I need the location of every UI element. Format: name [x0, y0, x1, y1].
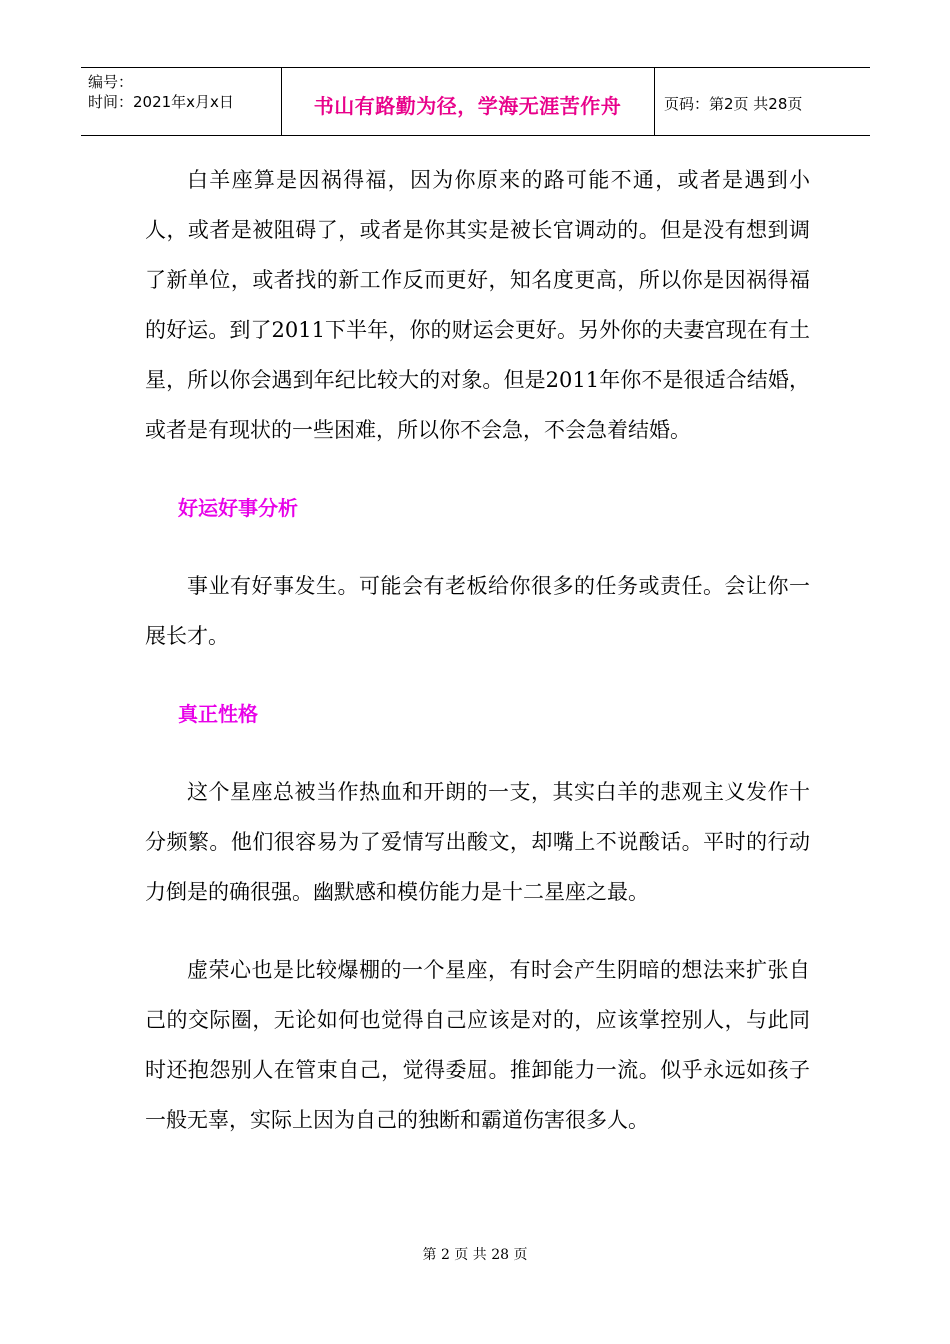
- spacer: [145, 533, 810, 561]
- page-header: [81, 67, 870, 136]
- header-divider-right: [654, 68, 655, 135]
- header-meta: [88, 72, 234, 112]
- section-heading-true-character: 真正性格: [178, 702, 258, 726]
- header-page-info: 页码：第2页 共28页: [664, 95, 803, 113]
- spacer: [145, 739, 810, 767]
- spacer: [145, 455, 810, 483]
- page-footer: 第 2 页 共 28 页: [422, 1247, 528, 1263]
- paragraph: 白羊座算是因祸得福，因为你原来的路可能不通，或者是遇到小人，或者是被阻碍了，或者是你其实是被长官调动的。但是没有想到调了新单位，或者找的新工作反而更好，知名度更高，所以你是因祸得福的好运。到了2011下半年，你的财运会更好。另外你的夫妻宫现在有土星，所以你会遇到年纪比较大的对象。但是2011年你不是很适合结婚，或者是有现状的一些困难，所以你不会急，不会急着结婚。: [145, 168, 810, 442]
- paragraph: 这个星座总被当作热血和开朗的一支，其实白羊的悲观主义发作十分频繁。他们很容易为了爱情写出酸文，却嘴上不说酸话。平时的行动力倒是的确很强。幽默感和模仿能力是十二星座之最。: [145, 780, 810, 904]
- paragraph: 虚荣心也是比较爆棚的一个星座，有时会产生阴暗的想法来扩张自己的交际圈，无论如何也觉得自己应该是对的，应该掌控别人，与此同时还抱怨别人在管束自己，觉得委屈。推卸能力一流。似乎永远如孩子一般无辜，实际上因为自己的独断和霸道伤害很多人。: [145, 958, 810, 1132]
- spacer: [145, 917, 810, 945]
- document-number-label: 编号：: [88, 73, 134, 91]
- spacer: [145, 661, 810, 689]
- header-motto: 书山有路勤为径，学海无涯苦作舟: [313, 94, 622, 118]
- paragraph: 事业有好事发生。可能会有老板给你很多的任务或责任。会让你一展长才。: [145, 574, 810, 648]
- section-heading-good-luck: 好运好事分析: [178, 496, 298, 520]
- document-body: [145, 155, 810, 1145]
- document-date: 时间：2021年x月x日: [88, 93, 234, 111]
